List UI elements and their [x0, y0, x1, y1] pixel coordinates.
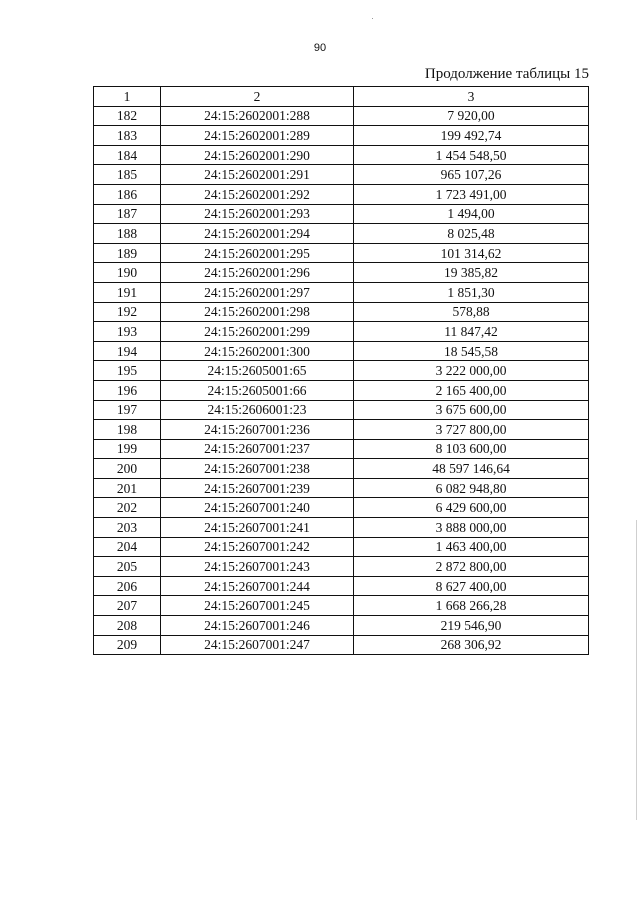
scan-edge-line: [636, 520, 637, 820]
column-header-1: 1: [94, 87, 161, 107]
table-caption: Продолжение таблицы 15: [424, 66, 589, 82]
row-number-cell: 196: [94, 380, 161, 400]
table-row: [94, 165, 589, 185]
table-row: [94, 106, 589, 126]
cadastral-number-cell: 24:15:2605001:65: [161, 361, 354, 381]
cadastral-number-cell: 24:15:2606001:23: [161, 400, 354, 420]
value-cell: 3 222 000,00: [354, 361, 589, 381]
value-cell: 6 082 948,80: [354, 478, 589, 498]
table-body: [94, 106, 589, 655]
value-cell: 2 165 400,00: [354, 380, 589, 400]
row-number-cell: 205: [94, 557, 161, 577]
table-row: [94, 184, 589, 204]
cadastral-number-cell: 24:15:2607001:241: [161, 518, 354, 538]
table-row: [94, 341, 589, 361]
value-cell: 1 723 491,00: [354, 184, 589, 204]
row-number-cell: 194: [94, 341, 161, 361]
cadastral-number-cell: 24:15:2607001:245: [161, 596, 354, 616]
row-number-cell: 188: [94, 224, 161, 244]
row-number-cell: 200: [94, 459, 161, 479]
cadastral-number-cell: 24:15:2602001:298: [161, 302, 354, 322]
row-number-cell: 187: [94, 204, 161, 224]
table-row: [94, 635, 589, 655]
header-row: [94, 87, 589, 107]
scan-speck: [372, 18, 373, 19]
table-row: [94, 322, 589, 342]
row-number-cell: 195: [94, 361, 161, 381]
value-cell: 1 463 400,00: [354, 537, 589, 557]
row-number-cell: 189: [94, 243, 161, 263]
table-row: [94, 616, 589, 636]
value-cell: 219 546,90: [354, 616, 589, 636]
table-row: [94, 263, 589, 283]
row-number-cell: 207: [94, 596, 161, 616]
table-row: [94, 537, 589, 557]
cadastral-number-cell: 24:15:2602001:291: [161, 165, 354, 185]
cadastral-number-cell: 24:15:2607001:237: [161, 439, 354, 459]
cadastral-number-cell: 24:15:2602001:289: [161, 126, 354, 146]
table-row: [94, 380, 589, 400]
cadastral-number-cell: 24:15:2602001:295: [161, 243, 354, 263]
cadastral-number-cell: 24:15:2602001:299: [161, 322, 354, 342]
table-row: [94, 361, 589, 381]
value-cell: 965 107,26: [354, 165, 589, 185]
row-number-cell: 193: [94, 322, 161, 342]
table-row: [94, 145, 589, 165]
cadastral-number-cell: 24:15:2602001:294: [161, 224, 354, 244]
cadastral-number-cell: 24:15:2607001:238: [161, 459, 354, 479]
cadastral-number-cell: 24:15:2602001:290: [161, 145, 354, 165]
value-cell: 578,88: [354, 302, 589, 322]
cadastral-number-cell: 24:15:2602001:297: [161, 282, 354, 302]
data-table: [93, 86, 589, 655]
table-row: [94, 576, 589, 596]
row-number-cell: 183: [94, 126, 161, 146]
row-number-cell: 192: [94, 302, 161, 322]
value-cell: 8 627 400,00: [354, 576, 589, 596]
cadastral-number-cell: 24:15:2607001:243: [161, 557, 354, 577]
row-number-cell: 190: [94, 263, 161, 283]
column-header-2: 2: [161, 87, 354, 107]
table-row: [94, 302, 589, 322]
cadastral-number-cell: 24:15:2602001:300: [161, 341, 354, 361]
row-number-cell: 197: [94, 400, 161, 420]
table-row: [94, 126, 589, 146]
row-number-cell: 184: [94, 145, 161, 165]
cadastral-number-cell: 24:15:2607001:244: [161, 576, 354, 596]
page-number: 90: [313, 42, 327, 54]
row-number-cell: 208: [94, 616, 161, 636]
cadastral-number-cell: 24:15:2607001:246: [161, 616, 354, 636]
cadastral-number-cell: 24:15:2607001:242: [161, 537, 354, 557]
value-cell: 8 025,48: [354, 224, 589, 244]
value-cell: 199 492,74: [354, 126, 589, 146]
table-row: [94, 204, 589, 224]
row-number-cell: 201: [94, 478, 161, 498]
row-number-cell: 203: [94, 518, 161, 538]
value-cell: 1 668 266,28: [354, 596, 589, 616]
value-cell: 8 103 600,00: [354, 439, 589, 459]
cadastral-number-cell: 24:15:2607001:240: [161, 498, 354, 518]
value-cell: 11 847,42: [354, 322, 589, 342]
cadastral-number-cell: 24:15:2605001:66: [161, 380, 354, 400]
value-cell: 3 727 800,00: [354, 420, 589, 440]
value-cell: 3 888 000,00: [354, 518, 589, 538]
table-row: [94, 596, 589, 616]
table-row: [94, 498, 589, 518]
row-number-cell: 185: [94, 165, 161, 185]
cadastral-number-cell: 24:15:2602001:288: [161, 106, 354, 126]
value-cell: 101 314,62: [354, 243, 589, 263]
table-row: [94, 557, 589, 577]
cadastral-number-cell: 24:15:2607001:236: [161, 420, 354, 440]
table-row: [94, 243, 589, 263]
row-number-cell: 191: [94, 282, 161, 302]
table-row: [94, 478, 589, 498]
value-cell: 18 545,58: [354, 341, 589, 361]
row-number-cell: 206: [94, 576, 161, 596]
value-cell: 2 872 800,00: [354, 557, 589, 577]
table-row: [94, 459, 589, 479]
value-cell: 1 851,30: [354, 282, 589, 302]
row-number-cell: 202: [94, 498, 161, 518]
cadastral-number-cell: 24:15:2602001:293: [161, 204, 354, 224]
cadastral-number-cell: 24:15:2607001:239: [161, 478, 354, 498]
row-number-cell: 209: [94, 635, 161, 655]
cadastral-number-cell: 24:15:2607001:247: [161, 635, 354, 655]
table-row: [94, 420, 589, 440]
value-cell: 6 429 600,00: [354, 498, 589, 518]
table-row: [94, 518, 589, 538]
table-row: [94, 282, 589, 302]
value-cell: 3 675 600,00: [354, 400, 589, 420]
row-number-cell: 186: [94, 184, 161, 204]
row-number-cell: 182: [94, 106, 161, 126]
row-number-cell: 199: [94, 439, 161, 459]
table-row: [94, 224, 589, 244]
table-row: [94, 400, 589, 420]
value-cell: 1 454 548,50: [354, 145, 589, 165]
cadastral-number-cell: 24:15:2602001:296: [161, 263, 354, 283]
value-cell: 7 920,00: [354, 106, 589, 126]
value-cell: 268 306,92: [354, 635, 589, 655]
value-cell: 1 494,00: [354, 204, 589, 224]
cadastral-number-cell: 24:15:2602001:292: [161, 184, 354, 204]
column-header-3: 3: [354, 87, 589, 107]
table-row: [94, 439, 589, 459]
value-cell: 19 385,82: [354, 263, 589, 283]
row-number-cell: 198: [94, 420, 161, 440]
row-number-cell: 204: [94, 537, 161, 557]
value-cell: 48 597 146,64: [354, 459, 589, 479]
